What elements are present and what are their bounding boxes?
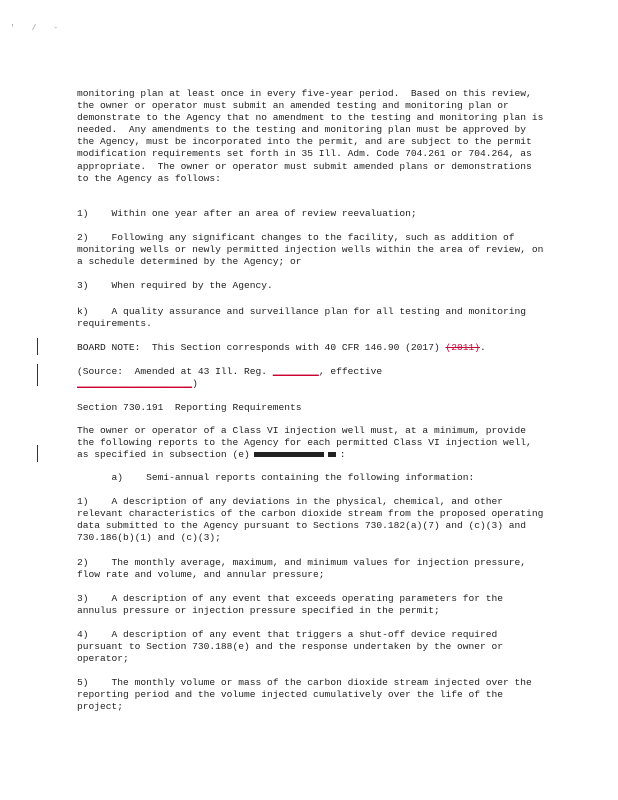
owner-text-end: : <box>339 449 346 461</box>
report-item-4: 4) A description of any event that triggers a shut-off device required pursuant to Section 730.188(e) and the response undertaken by the owner or operator; <box>77 629 509 665</box>
owner-text: The owner or operator of a Class VI injection well must, at a minimum, provide the following reports to the Agency for each permitted Class VI injection well, as specified in subsection (e) <box>77 425 538 461</box>
list-item-1: 1) Within one year after an area of review reevaluation; <box>77 208 417 219</box>
report-item-1: 1) A description of any deviations in the physical, chemical, and other relevant characteristics of the carbon dioxide stream from the proposed operating data submitted to the Agency pursuant to Sections 730.182(a)(7) and (c)(3) and 730.186(b)(1) and (c)(3); <box>77 496 550 544</box>
report-item-5: 5) The monthly volume or mass of the carbon dioxide stream injected over the reporting period and the volume injected cumulatively over the life of the project; <box>77 677 538 713</box>
board-note-text: BOARD NOTE: This Section corresponds with 40 CFR 146.90 (2017) <box>77 342 446 353</box>
revision-bar <box>37 364 38 386</box>
revision-bar <box>37 445 38 462</box>
source-text: (Source: Amended at 43 Ill. Reg. <box>77 366 273 377</box>
list-item-3: 3) When required by the Agency. <box>77 280 273 291</box>
redaction-mark <box>254 452 324 457</box>
register-page-blank: ________ <box>272 366 319 377</box>
redaction-mark <box>328 452 336 457</box>
corner-marks: ' / - <box>10 24 65 33</box>
list-item-k: k) A quality assurance and surveillance plan for all testing and monitoring requirements. <box>77 306 532 330</box>
owner-paragraph <box>77 425 547 461</box>
revision-bar <box>37 338 38 355</box>
section-heading: Section 730.191 Reporting Requirements <box>77 402 302 413</box>
intro-paragraph: monitoring plan at least once in every five-year period. Based on this review, the owner or operator must submit an amended testing and monitoring plan or demonstrate to the Agency that no amendment to the testing and monitoring plan is needed. Any amendments to the testing and monitoring plan must be approved by the Agency, must be incorporated into the permit, and are subject to the permit modification requirements set forth in 35 Ill. Adm. Code 704.261 or 704.264, as appropriate. The owner or operator must submit amended plans or demonstrations to the Agency as follows: <box>77 88 550 184</box>
board-note-end: . <box>480 342 486 353</box>
subsection-a: a) Semi-annual reports containing the following information: <box>77 472 475 483</box>
report-item-3: 3) A description of any event that exceeds operating parameters for the annulus pressure or injection pressure specified in the permit; <box>77 593 509 617</box>
struck-citation: (2011) <box>445 342 481 353</box>
source-note <box>77 366 547 390</box>
board-note <box>77 342 547 354</box>
source-close: ) <box>192 378 198 390</box>
effective-date-blank: ____________________ <box>77 378 193 390</box>
report-item-2: 2) The monthly average, maximum, and minimum values for injection pressure, flow rate and volume, and annular pressure; <box>77 557 532 581</box>
list-item-2: 2) Following any significant changes to the facility, such as addition of monitoring wells or newly permitted injection wells within the area of review, on a schedule determined by the Agency; or <box>77 232 550 268</box>
source-effective: , effective <box>318 366 383 377</box>
